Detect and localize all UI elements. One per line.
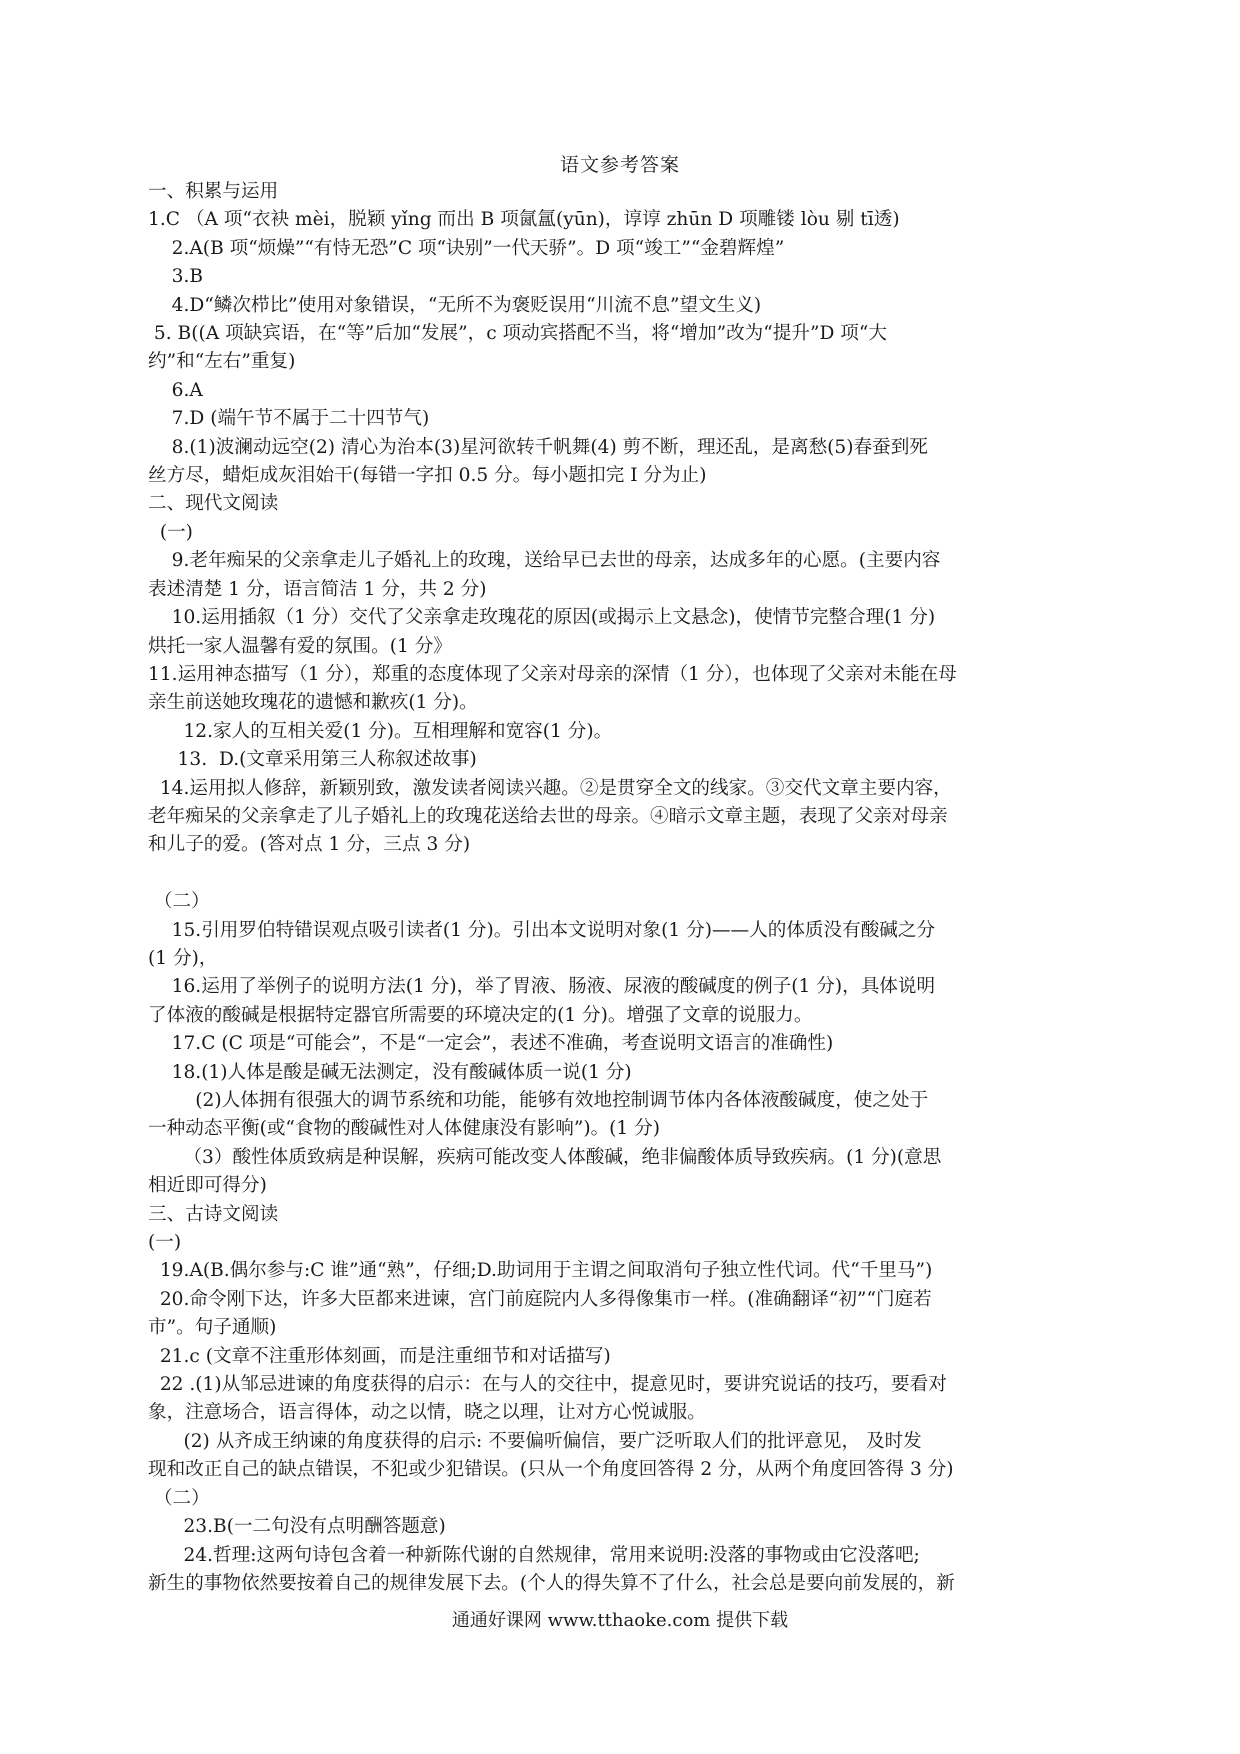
answer-line: 8.(1)波澜动远空(2) 清心为治本(3)星河欲转千帆舞(4) 剪不断，理还乱，是离愁(5)春蚕到死 — [148, 436, 928, 458]
answer-line: 老年痴呆的父亲拿走了儿子婚礼上的玫瑰花送给去世的母亲。④暗示文章主题，表现了父亲对母亲 — [148, 805, 948, 827]
answer-line: （二） — [148, 891, 210, 913]
answer-line: 24.哲理:这两句诗包含着一种新陈代谢的自然规律，常用来说明:没落的事物或由它没落吧; — [148, 1544, 920, 1566]
answer-line: 14.运用拟人修辞，新颖别致，激发读者阅读兴趣。②是贯穿全文的线家。③交代文章主要内容， — [148, 777, 952, 799]
answer-line: （二） — [148, 1487, 210, 1509]
answer-line: (2)人体拥有很强大的调节系统和功能，能够有效地控制调节体内各体液酸碱度，使之处于 — [148, 1090, 929, 1111]
answer-line: 烘托一家人温馨有爱的氛围。(1 分》 — [148, 635, 452, 657]
answer-line: 新生的事物依然要按着自己的规律发展下去。(个人的得失算不了什么，社会总是要向前发展的，新 — [148, 1572, 955, 1594]
answer-line: 一种动态平衡(或“食物的酸碱性对人体健康没有影响”)。(1 分) — [148, 1118, 661, 1140]
answer-line: 10.运用插叙（1 分）交代了父亲拿走玫瑰花的原因(或揭示上文悬念)，使情节完整合理(1 分) — [148, 607, 936, 629]
answer-line: 相近即可得分) — [148, 1175, 267, 1197]
answer-line: 7.D (端午节不属于二十四节气) — [148, 408, 430, 430]
answer-line: （3）酸性体质致病是种误解，疾病可能改变人体酸碱，绝非偏酸体质导致疾病。(1 分)(意思 — [148, 1146, 942, 1168]
answer-line: 9.老年痴呆的父亲拿走儿子婚礼上的玫瑰，送给早已去世的母亲，达成多年的心愿。(主要内容 — [148, 550, 941, 572]
answer-line: 4.D“鳞次栉比”使用对象错误，“无所不为褒贬误用“川流不息”望文生义) — [148, 294, 762, 316]
answer-line: 5. B((A 项缺宾语，在“等”后加“发展”，c 项动宾搭配不当，将“增加”改为“提升”D 项“大 — [148, 323, 887, 345]
answer-line: 一、积累与运用 — [148, 181, 279, 202]
answer-line: 丝方尽，蜡炬成灰泪始干(每错一字扣 0.5 分。每小题扣完 I 分为止) — [148, 465, 707, 487]
answer-line: 和儿子的爱。(答对点 1 分，三点 3 分) — [148, 834, 471, 856]
answer-line: 18.(1)人体是酸是碱无法测定，没有酸碱体质一说(1 分) — [148, 1061, 632, 1083]
answer-line: 23.B(一二句没有点明酬答题意) — [148, 1516, 446, 1538]
answer-line: (1 分)， — [148, 947, 218, 969]
answer-line: 13. D.(文章采用第三人称叙述故事) — [148, 749, 477, 771]
answer-line: 11.运用神态描写（1 分），郑重的态度体现了父亲对母亲的深情（1 分），也体现了父亲对未能在母 — [148, 663, 957, 685]
answer-line: 二、现代文阅读 — [148, 493, 279, 515]
answer-content — [148, 178, 1100, 1598]
download-footer: 通通好课网 www.tthaoke.com 提供下载 — [451, 1610, 789, 1631]
answer-line: 20.命令刚下达，许多大臣都来进谏，宫门前庭院内人多得像集市一样。(准确翻译“初”“门庭若 — [148, 1288, 932, 1310]
answer-line: 16.运用了举例子的说明方法(1 分)，举了胃液、肠液、尿液的酸碱度的例子(1 分)，具体说明 — [148, 976, 936, 998]
answer-line — [148, 860, 1100, 888]
answer-line: 6.A — [148, 379, 203, 401]
answer-line: 现和改正自己的缺点错误，不犯或少犯错误。(只从一个角度回答得 2 分，从两个角度回答得 3 分) — [148, 1459, 954, 1481]
answer-line: 市”。句子通顺) — [148, 1317, 277, 1339]
answer-line: 22 .(1)从邹忌进谏的角度获得的启示：在与人的交往中，提意见时，要讲究说话的技巧，要看对 — [148, 1374, 947, 1396]
page-title: 语文参考答案 — [559, 154, 680, 176]
answer-line: 三、古诗文阅读 — [148, 1203, 279, 1225]
answer-line: 17.C (C 项是“可能会”，不是“一定会”，表述不准确，考查说明文语言的准确性) — [148, 1033, 834, 1055]
answer-line: (2) 从齐成王纳谏的角度获得的启示: 不要偏听偏信，要广泛听取人们的批评意见， 及时发 — [148, 1430, 922, 1452]
answer-line: 12.家人的互相关爱(1 分)。互相理解和宽容(1 分)。 — [148, 720, 613, 742]
answer-line: 15.引用罗伯特错误观点吸引读者(1 分)。引出本文说明对象(1 分)——人的体质没有酸碱之分 — [148, 919, 936, 941]
answer-line: (一) — [148, 521, 193, 543]
answer-line: (一) — [148, 1232, 182, 1254]
answer-line: 表述清楚 1 分，语言简洁 1 分，共 2 分) — [148, 578, 487, 600]
answer-line: 了体液的酸碱是根据特定器官所需要的环境决定的(1 分)。增强了文章的说服力。 — [148, 1004, 813, 1026]
answer-line: 19.A(B.偶尔参与:C 谁”通“熟”，仔细;D.助词用于主谓之间取消句子独立性代词。代“千里马”) — [148, 1260, 933, 1282]
answer-line: 1.C （A 项“衣袂 mèi，脱颖 yǐng 而出 B 项氤氲(yūn)，谆谆 zhūn D 项雕镂 lòu 剔 tī透) — [148, 209, 900, 231]
answer-line: 约”和“左右”重复) — [148, 351, 296, 373]
answer-line: 21.c (文章不注重形体刻画，而是注重细节和对话描写) — [148, 1345, 611, 1367]
answer-line: 2.A(B 项“烦燥”“有恃无恐”C 项“诀别”一代天骄”。D 项“竣工”“金碧辉煌” — [148, 237, 785, 259]
answer-line: 3.B — [148, 266, 204, 288]
answer-line: 亲生前送她玫瑰花的遗憾和歉疚(1 分)。 — [148, 692, 478, 714]
answer-line: 象，注意场合，语言得体，动之以情，晓之以理，让对方心悦诚服。 — [148, 1402, 706, 1424]
